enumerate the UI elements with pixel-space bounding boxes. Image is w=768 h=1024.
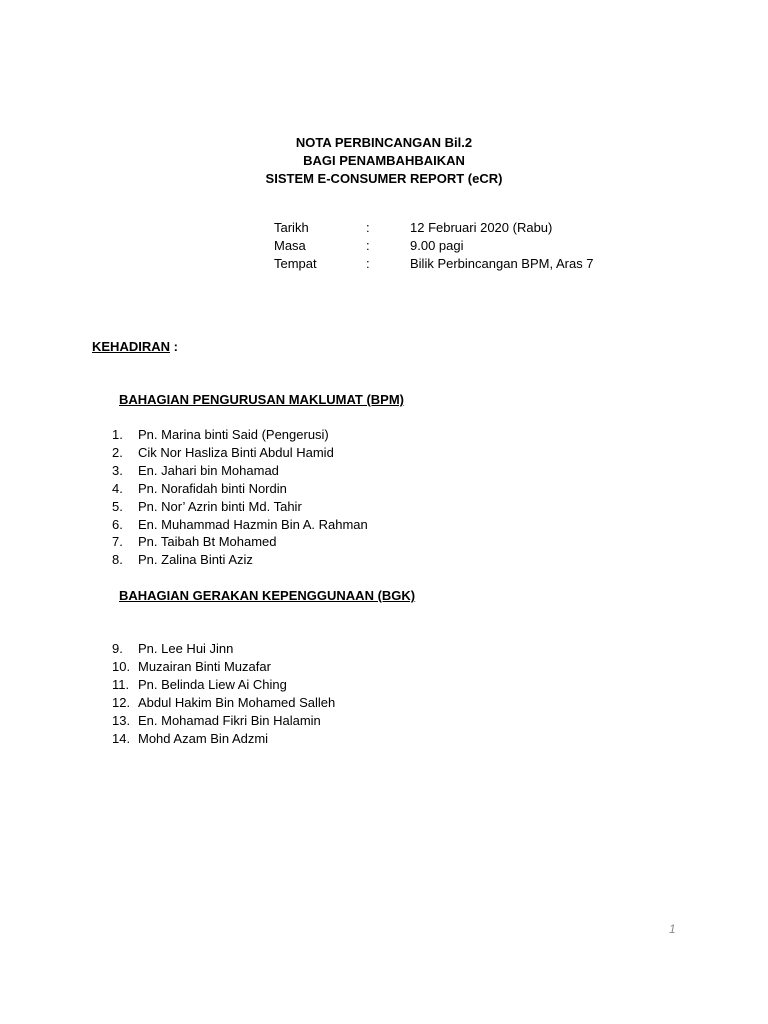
attendee-name: Pn. Zalina Binti Aziz	[138, 552, 253, 568]
attendee-name: En. Mohamad Fikri Bin Halamin	[138, 712, 321, 728]
attendee-name: Abdul Hakim Bin Mohamed Salleh	[138, 694, 336, 710]
item-number: 5.	[112, 498, 123, 514]
attendee-name: Pn. Nor’ Azrin binti Md. Tahir	[138, 498, 302, 514]
meta-label: Tempat	[274, 256, 317, 271]
meta-row-place	[274, 255, 594, 273]
item-number: 10.	[112, 658, 131, 674]
attendance-heading-colon: :	[170, 339, 178, 354]
list-item	[112, 676, 335, 694]
item-number: 2.	[112, 444, 123, 460]
item-number: 6.	[112, 516, 123, 532]
item-number: 12.	[112, 694, 131, 710]
list-item	[112, 426, 368, 444]
attendee-name: Cik Nor Hasliza Binti Abdul Hamid	[138, 444, 334, 460]
list-item	[112, 712, 335, 730]
attendance-heading-text: KEHADIRAN	[92, 339, 170, 354]
meta-value: 9.00 pagi	[410, 238, 464, 253]
list-item	[112, 480, 368, 498]
list-item	[112, 551, 368, 569]
section-heading-bgk: BAHAGIAN GERAKAN KEPENGGUNAAN (BGK)	[119, 588, 416, 603]
item-number: 11.	[112, 676, 130, 692]
item-number: 9.	[112, 641, 123, 656]
meta-value: Bilik Perbincangan BPM, Aras 7	[410, 256, 594, 271]
attendee-name: En. Muhammad Hazmin Bin A. Rahman	[138, 516, 368, 532]
meta-colon: :	[366, 256, 370, 271]
item-number: 8.	[112, 552, 123, 568]
attendee-name: Pn. Norafidah binti Nordin	[138, 480, 287, 496]
meta-colon: :	[366, 220, 370, 235]
list-item	[112, 462, 368, 480]
list-item	[112, 694, 335, 712]
item-number: 14.	[112, 730, 131, 746]
meta-row-time	[274, 237, 594, 255]
meeting-details	[274, 219, 594, 273]
meta-label: Tarikh	[274, 220, 309, 235]
item-number: 3.	[112, 462, 123, 478]
item-number: 4.	[112, 480, 123, 496]
meta-value: 12 Februari 2020 (Rabu)	[410, 220, 553, 235]
attendee-name: Muzairan Binti Muzafar	[138, 658, 271, 674]
section-heading-bpm: BAHAGIAN PENGURUSAN MAKLUMAT (BPM)	[119, 392, 405, 407]
document-title	[0, 134, 768, 188]
attendee-name: Pn. Taibah Bt Mohamed	[138, 534, 277, 550]
attendance-list-bpm	[112, 426, 368, 569]
meta-colon: :	[366, 238, 370, 253]
attendance-heading	[92, 338, 178, 356]
list-item	[112, 533, 368, 551]
title-line-1: NOTA PERBINCANGAN Bil.2	[295, 135, 473, 150]
list-item	[112, 640, 335, 658]
page-number: 1	[669, 922, 676, 936]
item-number: 13.	[112, 712, 131, 728]
list-item	[112, 658, 335, 676]
meta-label: Masa	[274, 238, 306, 253]
attendee-name: Pn. Belinda Liew Ai Ching	[138, 676, 287, 692]
list-item	[112, 516, 368, 534]
title-line-3: SISTEM E-CONSUMER REPORT (eCR)	[265, 171, 503, 186]
title-line-2: BAGI PENAMBAHBAIKAN	[303, 153, 465, 168]
attendee-name: Mohd Azam Bin Adzmi	[138, 730, 269, 746]
attendee-name: Pn. Lee Hui Jinn	[138, 641, 234, 656]
meta-row-date	[274, 219, 594, 237]
item-number: 1.	[112, 427, 123, 442]
list-item	[112, 730, 335, 748]
attendee-name: Pn. Marina binti Said (Pengerusi)	[138, 427, 329, 442]
list-item	[112, 444, 368, 462]
list-item	[112, 498, 368, 516]
item-number: 7.	[112, 534, 123, 550]
attendance-list-bgk	[112, 640, 335, 747]
attendee-name: En. Jahari bin Mohamad	[138, 462, 279, 478]
